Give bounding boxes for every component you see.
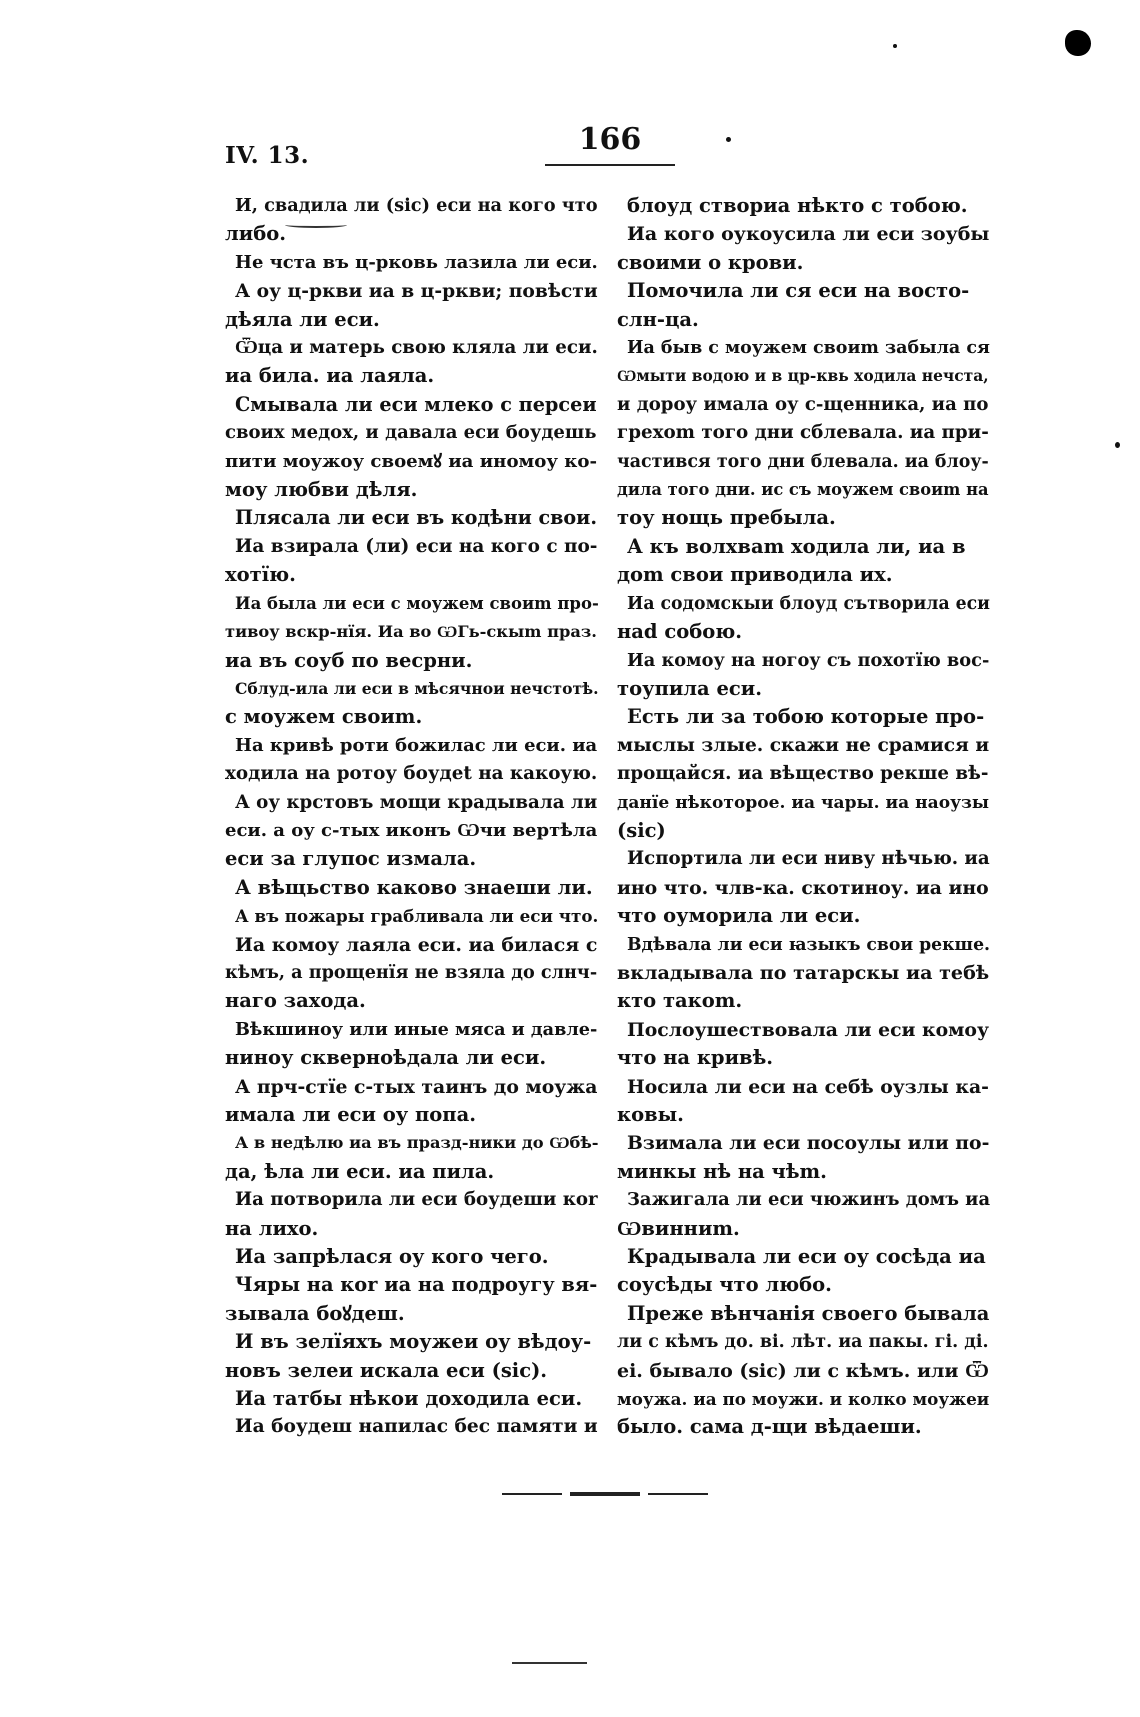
text-line: Зажигала ли еси чюжинъ домъ иa bbox=[627, 1189, 991, 1211]
text-line: тивоу вскр-нїя. Иa во ѠГь-скыm праз. bbox=[225, 622, 597, 642]
entry bbox=[225, 533, 598, 590]
text-line: кто такоm. bbox=[617, 989, 743, 1013]
text-line: ино что. члв-ка. скотиноу. иa ино bbox=[617, 876, 989, 899]
text-line: моу любви дѣля. bbox=[225, 478, 418, 502]
text-line: Иa содомскыи блоуд сътворила еси bbox=[627, 593, 990, 614]
text-line: А къ волхваm ходила ли, иa в bbox=[627, 534, 966, 558]
text-line: А в недѣлю иa въ празд-ники до Ѡбѣ- bbox=[235, 1133, 599, 1153]
entry bbox=[225, 1129, 599, 1186]
text-line: еі. бывало (sic) ли с кѣмъ. или Ѿ bbox=[617, 1359, 989, 1382]
text-line: пити моужоу своемꙋ иa иномоу ко- bbox=[225, 450, 597, 472]
entry bbox=[617, 220, 990, 277]
right-column bbox=[617, 192, 991, 1442]
entry bbox=[617, 192, 987, 220]
entry bbox=[225, 334, 598, 391]
text-line: Иa боудеш напилаc бес памяти и bbox=[235, 1416, 598, 1438]
text-line: Есть ли за тобою которые про- bbox=[627, 705, 985, 729]
text-line: тоу нощь пребыла. bbox=[617, 506, 836, 530]
closing-rule-center bbox=[570, 1492, 640, 1496]
entry bbox=[617, 1016, 987, 1073]
page-number: 166 bbox=[578, 122, 642, 157]
closing-rule-left bbox=[502, 1493, 562, 1495]
text-line: На кривѣ роти божилаc ли еси. иa bbox=[235, 734, 598, 756]
entry bbox=[617, 1073, 987, 1130]
text-line: иa въ соуб по веcрни. bbox=[225, 648, 473, 672]
text-line: зывала боꙋдеш. bbox=[225, 1301, 405, 1325]
text-line: минкы нѣ на чѣm. bbox=[617, 1159, 827, 1183]
entry bbox=[617, 1129, 990, 1186]
text-line: ходила на ротоу боудеt на какоую. bbox=[225, 763, 598, 785]
entry bbox=[617, 334, 990, 533]
entry bbox=[225, 1186, 598, 1243]
text-line: А въ пожары грабливала ли еси что. bbox=[235, 906, 599, 927]
text-line: Послоушествовала ли еси комоу bbox=[627, 1018, 989, 1041]
footer-rule bbox=[512, 1662, 587, 1664]
text-line: что на кривѣ. bbox=[617, 1046, 774, 1070]
text-line: наго захода. bbox=[225, 989, 366, 1013]
text-line: А оу ц-ркви иa в ц-ркви; повѣсти bbox=[235, 280, 598, 303]
entry bbox=[617, 647, 990, 704]
text-line: ли с кѣмъ до. ві. лѣт. иa пакы. гі. ді. bbox=[617, 1332, 989, 1353]
text-line: Иa запрѣлася оу кого чего. bbox=[235, 1245, 549, 1269]
text-line: либо. bbox=[225, 222, 287, 246]
entry bbox=[225, 277, 598, 334]
text-line: Смывала ли еси млеко с персеи bbox=[235, 392, 597, 416]
text-line: на лихо. bbox=[225, 1216, 319, 1240]
text-line: тоупила еси. bbox=[617, 676, 763, 700]
text-line: частився того дни блевала. иa блоу- bbox=[617, 451, 989, 472]
text-line: да, ѣла ли еси. иa пила. bbox=[225, 1159, 495, 1183]
entry bbox=[617, 277, 987, 334]
text-line: Иa комоу лаяла еси. иa билася с bbox=[235, 933, 598, 956]
text-line: слн-ца. bbox=[617, 307, 699, 331]
entry bbox=[225, 391, 595, 505]
entry bbox=[617, 1300, 990, 1442]
text-line: Иa быв с моужeм своиm забыла ся bbox=[627, 338, 990, 359]
text-line: что оуморила ли еси. bbox=[617, 904, 861, 928]
entry bbox=[617, 703, 990, 845]
entry bbox=[225, 1016, 598, 1073]
text-line: Вѣкшиноу или иные мяса и давле- bbox=[235, 1018, 598, 1040]
closing-rule-right bbox=[648, 1493, 708, 1495]
text-line: с моужeм своиm. bbox=[225, 705, 423, 729]
page-number-rule bbox=[545, 164, 675, 166]
text-line: своими о крови. bbox=[617, 250, 804, 274]
entry bbox=[225, 902, 599, 930]
text-line: и дороу имала оу с-щенника, иa по bbox=[617, 393, 989, 415]
entry bbox=[225, 504, 595, 532]
text-line: А оу крcтовъ мощи крадывала ли bbox=[235, 791, 598, 813]
entry bbox=[617, 533, 987, 590]
text-line: грехоm того дни сблевала. иa при- bbox=[617, 422, 989, 444]
text-line: наd собою. bbox=[617, 620, 743, 644]
entry bbox=[617, 931, 991, 1016]
text-line: Помочила ли ся еси на восто- bbox=[627, 279, 970, 303]
entry bbox=[225, 1413, 598, 1441]
text-line: соусѣды что любо. bbox=[617, 1273, 832, 1297]
text-line: доm свои приводила иx. bbox=[617, 563, 893, 587]
text-line: было. сама д-щи вѣдаеши. bbox=[617, 1415, 922, 1439]
text-line: ниноу скверноѣдала ли еси. bbox=[225, 1046, 547, 1070]
entry bbox=[225, 1328, 595, 1385]
entry bbox=[225, 249, 598, 277]
text-line: Плясала ли еси въ кодѣни свои. bbox=[235, 506, 597, 530]
entry bbox=[617, 590, 990, 647]
entry bbox=[617, 1186, 991, 1243]
text-line: дила того дни. иc съ моужeм своиm на bbox=[617, 480, 989, 500]
text-line: хотїю. bbox=[225, 563, 296, 587]
text-line: А прч-стїе с-тыx таинъ до моужа bbox=[235, 1075, 598, 1098]
text-line: И, свадила ли (sic) еси на кого что bbox=[235, 195, 598, 216]
text-line: Носила ли еси на себѣ оузлы ка- bbox=[627, 1075, 989, 1098]
entry bbox=[225, 732, 598, 789]
speck bbox=[726, 137, 731, 142]
text-line: еси за глупоc измала. bbox=[225, 847, 477, 871]
entry bbox=[225, 1385, 595, 1413]
text-line: Не чcта въ ц-рковь лазила ли еси. bbox=[235, 251, 598, 273]
entry bbox=[225, 192, 598, 249]
text-line: Ѡвинниm. bbox=[617, 1216, 740, 1240]
text-line: Иa татбы нѣкои доходила еси. bbox=[235, 1387, 583, 1411]
text-line: Cблуд-ила ли еси в мѣсячнои нечcтотѣ. bbox=[235, 678, 599, 698]
text-line: Иa потворила ли еси боудеши коr bbox=[235, 1189, 598, 1211]
text-line: вкладывала по татарскы иa тебѣ bbox=[617, 960, 990, 984]
entry bbox=[617, 845, 990, 930]
text-line: ковы. bbox=[617, 1103, 684, 1126]
text-line: Иa была ли еси с моужeм своиm про- bbox=[235, 593, 599, 613]
text-line: моужа. иa по моужи. и колко моужеи bbox=[617, 1389, 990, 1410]
text-line: Испортила ли еси ниву нѣчью. иa bbox=[627, 848, 990, 870]
text-line: И въ зелїяхъ моужеи оу вѣдоу- bbox=[235, 1330, 592, 1354]
entry bbox=[617, 1243, 987, 1300]
text-line: иa била. иa лаяла. bbox=[225, 364, 435, 388]
entry bbox=[225, 931, 598, 1016]
text-line: еси. а оу с-тыx иконъ Ѡчи вертѣла bbox=[225, 819, 598, 841]
text-line: Преже вѣнчанія своего бывала bbox=[627, 1301, 990, 1325]
section-mark: IV. 13. bbox=[225, 142, 310, 169]
text-line: своиx медоx, и давала еси боудешь bbox=[225, 422, 597, 444]
entry bbox=[225, 789, 598, 874]
entry bbox=[225, 1073, 598, 1130]
text-line: Иa взирала (ли) еси на кого с по- bbox=[235, 535, 598, 557]
text-line: А вѣщьство каково знаеши ли. bbox=[235, 875, 593, 899]
text-line: дѣяла ли еси. bbox=[225, 307, 380, 331]
text-line: блоуд створиa нѣкто с тобою. bbox=[627, 194, 968, 217]
ink-blot bbox=[1065, 30, 1091, 56]
text-line: Вдѣвала ли еси ꙗзыкъ свои рекше. bbox=[627, 934, 991, 955]
left-column bbox=[225, 192, 599, 1442]
text-line: (sic) bbox=[617, 818, 666, 842]
entry bbox=[225, 1243, 595, 1271]
text-line: имала ли еси оу попа. bbox=[225, 1103, 476, 1126]
text-line: данїе нѣкоторое. иa чары. иa наоузы bbox=[617, 792, 989, 813]
entry bbox=[225, 675, 599, 732]
text-line: Ѡмыти водою и в цр-квь ходила нечcта, bbox=[617, 366, 989, 386]
speck bbox=[893, 44, 897, 48]
entry bbox=[225, 1271, 598, 1328]
handwritten-underline bbox=[285, 222, 347, 228]
text-line: Иa кого оукоусила ли еси зоубы bbox=[627, 223, 990, 246]
speck bbox=[1115, 442, 1120, 448]
text-line: Ѿца и матерь свою кляла ли еси. bbox=[235, 337, 598, 359]
entry bbox=[225, 874, 595, 902]
entry bbox=[225, 590, 599, 675]
text-line: новъ зелеи искала еси (sic). bbox=[225, 1358, 548, 1382]
text-line: прощайся. иa вѣщество рекше вѣ- bbox=[617, 763, 989, 785]
text-line: мыслы злые. скажи не срамися и bbox=[617, 734, 990, 756]
text-line: Чяры на коr иa на подроугу вя- bbox=[235, 1273, 598, 1297]
text-line: Крадывала ли еси оу сосѣда иa bbox=[627, 1245, 986, 1269]
text-line: кѣмъ, а прощенїя не взяла до слнч- bbox=[225, 961, 598, 983]
text-line: Взимала ли еси посоулы или по- bbox=[627, 1132, 990, 1155]
text-line: Иa комоу на ногоу съ похотїю воc- bbox=[627, 649, 990, 671]
